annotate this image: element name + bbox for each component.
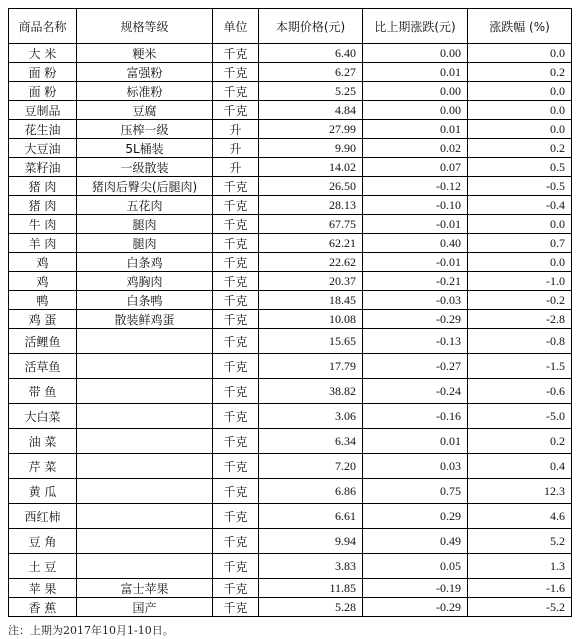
cell-price: 6.27	[259, 63, 363, 82]
cell-change: 0.49	[363, 529, 468, 554]
cell-change-percent: 1.3	[468, 554, 572, 579]
cell-change-percent: 0.5	[468, 158, 572, 177]
cell-change: 0.05	[363, 554, 468, 579]
cell-unit: 千克	[213, 404, 259, 429]
cell-price: 3.06	[259, 404, 363, 429]
cell-product-name: 面 粉	[9, 82, 77, 101]
cell-unit: 千克	[213, 579, 259, 598]
cell-change: -0.10	[363, 196, 468, 215]
cell-change-percent: 0.2	[468, 63, 572, 82]
cell-spec-grade	[77, 504, 213, 529]
table-row	[9, 354, 572, 379]
cell-unit: 千克	[213, 196, 259, 215]
cell-unit: 千克	[213, 177, 259, 196]
cell-change-percent: 0.0	[468, 120, 572, 139]
cell-spec-grade: 一级散装	[77, 158, 213, 177]
table-row	[9, 215, 572, 234]
cell-spec-grade: 散装鲜鸡蛋	[77, 310, 213, 329]
cell-change: 0.00	[363, 82, 468, 101]
cell-price: 22.62	[259, 253, 363, 272]
cell-product-name: 鸡	[9, 253, 77, 272]
cell-change: -0.12	[363, 177, 468, 196]
cell-change-percent: -1.0	[468, 272, 572, 291]
table-row	[9, 598, 572, 617]
cell-unit: 千克	[213, 554, 259, 579]
table-row	[9, 44, 572, 63]
table-row	[9, 291, 572, 310]
cell-product-name: 鸡	[9, 272, 77, 291]
cell-unit: 千克	[213, 310, 259, 329]
cell-price: 11.85	[259, 579, 363, 598]
cell-spec-grade: 国产	[77, 598, 213, 617]
cell-unit: 升	[213, 120, 259, 139]
cell-change: -0.01	[363, 253, 468, 272]
cell-spec-grade: 压榨一级	[77, 120, 213, 139]
cell-unit: 千克	[213, 429, 259, 454]
cell-product-name: 花生油	[9, 120, 77, 139]
cell-unit: 千克	[213, 44, 259, 63]
cell-change-percent: 0.4	[468, 454, 572, 479]
cell-unit: 千克	[213, 479, 259, 504]
cell-unit: 千克	[213, 234, 259, 253]
cell-product-name: 大 米	[9, 44, 77, 63]
cell-change: 0.00	[363, 101, 468, 120]
cell-product-name: 西红柿	[9, 504, 77, 529]
cell-product-name: 牛 肉	[9, 215, 77, 234]
cell-price: 15.65	[259, 329, 363, 354]
cell-product-name: 羊 肉	[9, 234, 77, 253]
cell-product-name: 活鲤鱼	[9, 329, 77, 354]
cell-unit: 升	[213, 158, 259, 177]
cell-spec-grade: 富士苹果	[77, 579, 213, 598]
cell-price: 6.61	[259, 504, 363, 529]
cell-product-name: 大豆油	[9, 139, 77, 158]
cell-price: 6.34	[259, 429, 363, 454]
cell-change-percent: 0.7	[468, 234, 572, 253]
table-row	[9, 196, 572, 215]
cell-spec-grade: 豆腐	[77, 101, 213, 120]
cell-change: -0.19	[363, 579, 468, 598]
cell-product-name: 油 菜	[9, 429, 77, 454]
cell-unit: 千克	[213, 63, 259, 82]
header-row	[9, 9, 572, 44]
cell-spec-grade	[77, 529, 213, 554]
cell-price: 5.28	[259, 598, 363, 617]
cell-change-percent: -0.6	[468, 379, 572, 404]
cell-product-name: 芹 菜	[9, 454, 77, 479]
cell-product-name: 鸭	[9, 291, 77, 310]
cell-price: 7.20	[259, 454, 363, 479]
cell-change-percent: -0.5	[468, 177, 572, 196]
cell-product-name: 带 鱼	[9, 379, 77, 404]
cell-spec-grade: 白条鸭	[77, 291, 213, 310]
cell-change-percent: -2.8	[468, 310, 572, 329]
header-product-name: 商品名称	[9, 9, 77, 44]
cell-unit: 千克	[213, 354, 259, 379]
table-row	[9, 579, 572, 598]
header-spec-grade: 规格等级	[77, 9, 213, 44]
header-change: 比上期涨跌(元)	[363, 9, 468, 44]
cell-price: 5.25	[259, 82, 363, 101]
cell-product-name: 鸡 蛋	[9, 310, 77, 329]
cell-spec-grade: 5L桶装	[77, 139, 213, 158]
cell-change-percent: 4.6	[468, 504, 572, 529]
table-row	[9, 310, 572, 329]
cell-price: 38.82	[259, 379, 363, 404]
cell-change-percent: 0.0	[468, 215, 572, 234]
cell-product-name: 菜籽油	[9, 158, 77, 177]
cell-unit: 千克	[213, 291, 259, 310]
cell-change-percent: -0.4	[468, 196, 572, 215]
cell-unit: 千克	[213, 101, 259, 120]
table-row	[9, 454, 572, 479]
table-row	[9, 101, 572, 120]
cell-price: 6.86	[259, 479, 363, 504]
cell-change: -0.21	[363, 272, 468, 291]
cell-spec-grade	[77, 454, 213, 479]
cell-price: 62.21	[259, 234, 363, 253]
cell-price: 9.90	[259, 139, 363, 158]
cell-spec-grade: 腿肉	[77, 234, 213, 253]
cell-product-name: 土 豆	[9, 554, 77, 579]
cell-change: 0.01	[363, 120, 468, 139]
cell-change: -0.27	[363, 354, 468, 379]
cell-spec-grade: 猪肉后臀尖(后腿肉)	[77, 177, 213, 196]
cell-unit: 千克	[213, 379, 259, 404]
cell-change: 0.75	[363, 479, 468, 504]
cell-change: 0.02	[363, 139, 468, 158]
table-row	[9, 479, 572, 504]
cell-price: 14.02	[259, 158, 363, 177]
cell-spec-grade: 五花肉	[77, 196, 213, 215]
cell-spec-grade	[77, 329, 213, 354]
cell-unit: 千克	[213, 454, 259, 479]
cell-spec-grade	[77, 379, 213, 404]
cell-change-percent: -1.6	[468, 579, 572, 598]
table-row	[9, 177, 572, 196]
table-row	[9, 504, 572, 529]
cell-change-percent: 0.0	[468, 101, 572, 120]
cell-unit: 千克	[213, 329, 259, 354]
cell-product-name: 黄 瓜	[9, 479, 77, 504]
cell-change-percent: -5.2	[468, 598, 572, 617]
table-row	[9, 272, 572, 291]
cell-product-name: 猪 肉	[9, 177, 77, 196]
table-header	[9, 9, 572, 44]
cell-product-name: 面 粉	[9, 63, 77, 82]
header-current-price: 本期价格(元)	[259, 9, 363, 44]
cell-change-percent: -5.0	[468, 404, 572, 429]
cell-unit: 千克	[213, 215, 259, 234]
cell-spec-grade	[77, 404, 213, 429]
cell-product-name: 豆 角	[9, 529, 77, 554]
cell-price: 3.83	[259, 554, 363, 579]
cell-product-name: 香 蕉	[9, 598, 77, 617]
cell-product-name: 大白菜	[9, 404, 77, 429]
table-row	[9, 158, 572, 177]
cell-change: -0.24	[363, 379, 468, 404]
cell-change: -0.03	[363, 291, 468, 310]
cell-unit: 千克	[213, 504, 259, 529]
table-row	[9, 120, 572, 139]
cell-price: 4.84	[259, 101, 363, 120]
table-row	[9, 554, 572, 579]
cell-price: 20.37	[259, 272, 363, 291]
cell-price: 67.75	[259, 215, 363, 234]
cell-change-percent: 0.0	[468, 44, 572, 63]
cell-product-name: 苹 果	[9, 579, 77, 598]
cell-change: 0.01	[363, 63, 468, 82]
table-row	[9, 429, 572, 454]
cell-change-percent: 0.0	[468, 82, 572, 101]
cell-spec-grade: 粳米	[77, 44, 213, 63]
table-row	[9, 253, 572, 272]
cell-price: 10.08	[259, 310, 363, 329]
cell-spec-grade: 富强粉	[77, 63, 213, 82]
cell-unit: 千克	[213, 253, 259, 272]
cell-change: -0.13	[363, 329, 468, 354]
cell-change: -0.01	[363, 215, 468, 234]
cell-spec-grade: 白条鸡	[77, 253, 213, 272]
cell-change-percent: -0.2	[468, 291, 572, 310]
header-change-percent: 涨跌幅 (%)	[468, 9, 572, 44]
table-row	[9, 63, 572, 82]
cell-price: 17.79	[259, 354, 363, 379]
cell-price: 18.45	[259, 291, 363, 310]
cell-change-percent: 0.0	[468, 253, 572, 272]
cell-product-name: 豆制品	[9, 101, 77, 120]
table-row	[9, 379, 572, 404]
cell-price: 27.99	[259, 120, 363, 139]
cell-change: 0.40	[363, 234, 468, 253]
cell-spec-grade	[77, 479, 213, 504]
cell-price: 26.50	[259, 177, 363, 196]
cell-change: 0.00	[363, 44, 468, 63]
cell-change-percent: 12.3	[468, 479, 572, 504]
price-table	[8, 8, 572, 617]
cell-change-percent: 0.2	[468, 429, 572, 454]
cell-price: 6.40	[259, 44, 363, 63]
cell-product-name: 活草鱼	[9, 354, 77, 379]
table-row	[9, 529, 572, 554]
cell-change: -0.29	[363, 310, 468, 329]
cell-unit: 千克	[213, 82, 259, 101]
cell-change-percent: 5.2	[468, 529, 572, 554]
table-row	[9, 82, 572, 101]
cell-unit: 千克	[213, 598, 259, 617]
cell-unit: 千克	[213, 272, 259, 291]
header-unit: 单位	[213, 9, 259, 44]
cell-spec-grade: 标准粉	[77, 82, 213, 101]
cell-spec-grade: 鸡胸肉	[77, 272, 213, 291]
cell-change: 0.03	[363, 454, 468, 479]
table-row	[9, 329, 572, 354]
cell-price: 28.13	[259, 196, 363, 215]
cell-spec-grade	[77, 554, 213, 579]
cell-change: 0.07	[363, 158, 468, 177]
table-row	[9, 139, 572, 158]
cell-change-percent: -0.8	[468, 329, 572, 354]
cell-change-percent: 0.2	[468, 139, 572, 158]
cell-change: -0.16	[363, 404, 468, 429]
table-row	[9, 234, 572, 253]
cell-price: 9.94	[259, 529, 363, 554]
footnote: 注：上期为2017年10月1-10日。	[8, 624, 174, 637]
table-row	[9, 404, 572, 429]
cell-change-percent: -1.5	[468, 354, 572, 379]
cell-spec-grade	[77, 429, 213, 454]
cell-spec-grade: 腿肉	[77, 215, 213, 234]
cell-change: 0.29	[363, 504, 468, 529]
cell-spec-grade	[77, 354, 213, 379]
cell-product-name: 猪 肉	[9, 196, 77, 215]
cell-change: 0.01	[363, 429, 468, 454]
table-body	[9, 44, 572, 617]
cell-unit: 升	[213, 139, 259, 158]
cell-unit: 千克	[213, 529, 259, 554]
cell-change: -0.29	[363, 598, 468, 617]
